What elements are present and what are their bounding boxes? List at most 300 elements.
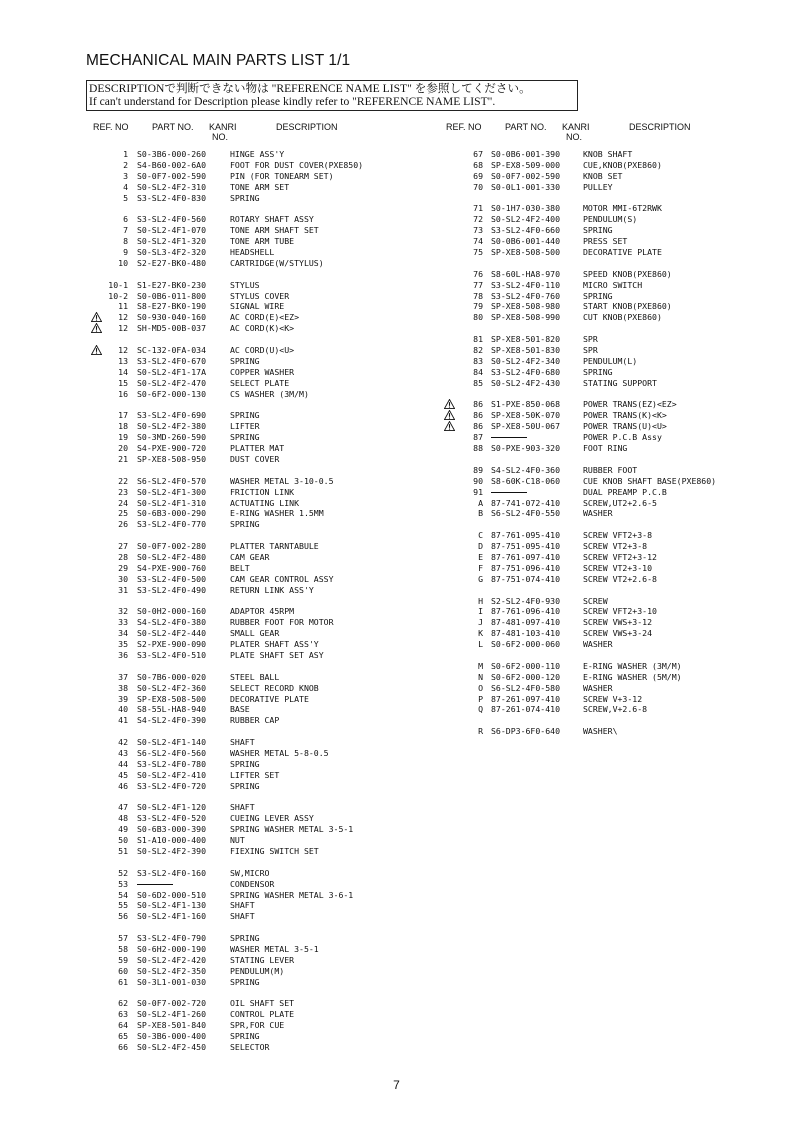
part-row: [0, 661, 793, 672]
header-ref-no-right: REF. NO: [446, 122, 482, 132]
part-no: SP-XE8-50U-067: [491, 421, 561, 432]
part-description: KNOB SET: [583, 170, 623, 181]
ref-no: 63: [118, 1009, 128, 1020]
part-no: S0-SL2-4F2-350: [137, 965, 207, 976]
part-description: PLATTER MAT: [230, 443, 285, 454]
part-no: S3-SL2-4F0-500: [137, 573, 207, 584]
part-description: SPRING: [230, 976, 260, 987]
ref-no: 78: [473, 290, 483, 301]
part-no: S0-0F7-002-590: [491, 170, 561, 181]
ref-no: 31: [118, 584, 128, 595]
ref-no: 29: [118, 562, 128, 573]
part-no: S0-6B3-000-290: [137, 508, 207, 519]
part-description: STATING SUPPORT: [583, 377, 657, 388]
part-no: S6-SL2-4F0-580: [491, 682, 561, 693]
ref-no: 58: [118, 944, 128, 955]
ref-no: 81: [473, 334, 483, 345]
ref-no: 27: [118, 541, 128, 552]
ref-no: 36: [118, 649, 128, 660]
part-description: SPRING: [230, 758, 260, 769]
part-description: DUAL PREAMP P.C.B: [583, 486, 667, 497]
part-no: S4-PXE-900-720: [137, 443, 207, 454]
part-row: [0, 846, 440, 857]
part-no: S2-SL2-4F0-930: [491, 595, 561, 606]
part-description: FRICTION LINK: [230, 486, 295, 497]
part-description: PULLEY: [583, 181, 613, 192]
part-row: [0, 628, 793, 639]
parts-list-right: [0, 149, 793, 737]
part-row: [0, 421, 793, 432]
part-no: S0-6F2-000-060: [491, 639, 561, 650]
notice-line-japanese: DESCRIPTIONで判断できない物は "REFERENCE NAME LIST" を参照してください。: [89, 82, 531, 95]
ref-no: E: [478, 551, 483, 562]
part-no: S0-0B6-011-800: [137, 290, 207, 301]
part-no: S0-SL2-4F1-260: [137, 1009, 207, 1020]
part-description: FIEXING SWITCH SET: [230, 846, 319, 856]
ref-no: P: [478, 693, 483, 704]
part-row: [0, 214, 793, 225]
part-row: [0, 399, 793, 410]
part-no: S0-3MD-260-590: [137, 432, 207, 443]
ref-no: Q: [478, 704, 483, 715]
part-no: S3-SL2-4F0-560: [137, 214, 207, 225]
part-description: TONE ARM SHAFT SET: [230, 225, 319, 236]
ref-no: G: [478, 573, 483, 584]
part-description: MOTOR MMI-6T2RWK: [583, 203, 662, 214]
ref-no: 49: [118, 824, 128, 835]
part-description: SCREW VWS+3-24: [583, 628, 653, 639]
part-description: LIFTER: [230, 421, 260, 432]
part-description: WASHER\: [583, 726, 618, 737]
part-no: S0-1H7-030-380: [491, 203, 561, 214]
part-row: [0, 291, 793, 302]
part-description: STYLUS COVER: [230, 290, 290, 301]
part-no: S3-SL2-4F0-720: [137, 780, 207, 791]
ref-no: 21: [118, 453, 128, 464]
part-description: SCREW: [583, 595, 608, 606]
ref-no: 83: [473, 355, 483, 366]
ref-no: 91: [473, 486, 483, 497]
part-row: [0, 672, 793, 683]
ref-no: D: [478, 541, 483, 552]
part-row: [0, 781, 440, 792]
part-description: SIGNAL WIRE: [230, 301, 285, 312]
part-description: PIN (FOR TONEARM SET): [230, 170, 334, 181]
part-no: S0-SL2-4F2-340: [491, 355, 561, 366]
part-description: DUST COVER: [230, 453, 280, 464]
part-row: [0, 966, 440, 977]
ref-no: 19: [118, 432, 128, 443]
part-description: SPRING WASHER METAL 3-6-1: [230, 889, 354, 900]
part-no: S0-SL2-4F2-410: [137, 769, 207, 780]
part-description: RUBBER FOOT: [583, 464, 638, 475]
header-part-no-left: PART NO.: [152, 122, 194, 132]
part-row: [0, 149, 793, 160]
ref-no: R: [478, 726, 483, 737]
part-row: [0, 182, 793, 193]
part-no: S0-SL2-4F2-470: [137, 377, 207, 388]
part-row: [0, 759, 440, 770]
part-no: S1-A10-000-400: [137, 835, 207, 846]
ref-no: 45: [118, 769, 128, 780]
ref-no: 86: [473, 399, 483, 410]
part-no: S3-SL2-4F0-490: [137, 584, 207, 595]
ref-no: 41: [118, 715, 128, 726]
part-no: SP-XE8-50K-070: [491, 410, 561, 421]
part-no: S0-6F2-000-130: [137, 388, 207, 399]
part-row: [0, 269, 793, 280]
part-description: SCREW,UT2+2.6-5: [583, 497, 657, 508]
part-row: [0, 367, 793, 378]
part-row: [0, 1020, 440, 1031]
ref-no: N: [478, 671, 483, 682]
ref-no: 14: [118, 366, 128, 377]
ref-no: 37: [118, 671, 128, 682]
part-description: BASE: [230, 704, 250, 715]
ref-no: J: [478, 617, 483, 628]
ref-no: 88: [473, 443, 483, 454]
part-row: [0, 596, 793, 607]
part-no-dash: [137, 879, 173, 890]
part-row: [0, 868, 440, 879]
part-description: WASHER: [583, 682, 613, 693]
part-row: [0, 160, 793, 171]
part-no: S0-SL2-4F1-130: [137, 900, 207, 911]
part-no-dash: [491, 432, 527, 443]
part-row: [0, 541, 793, 552]
part-no: S3-SL2-4F0-110: [491, 279, 561, 290]
part-no: S0-SL2-4F2-310: [137, 181, 207, 192]
part-no: S0-SL2-4F2-360: [137, 682, 207, 693]
ref-no: 56: [118, 911, 128, 922]
part-no: S2-E27-BK0-480: [137, 257, 207, 268]
ref-no: 22: [118, 475, 128, 486]
part-description: SPRING: [230, 192, 260, 203]
part-description: SPRING: [583, 225, 613, 236]
ref-no: 44: [118, 758, 128, 769]
part-no-dash: [491, 487, 527, 498]
part-no: S8-60K-C18-060: [491, 475, 561, 486]
part-description: SPRING: [583, 290, 613, 301]
part-description: BELT: [230, 562, 250, 573]
ref-no: 35: [118, 639, 128, 650]
part-row: [0, 933, 440, 944]
part-no: S0-0L1-001-330: [491, 181, 561, 192]
part-no: S0-SL2-4F1-120: [137, 802, 207, 813]
part-no: S4-B60-002-6A0: [137, 159, 207, 170]
part-row: [0, 955, 440, 966]
ref-no: 52: [118, 867, 128, 878]
part-row: [0, 334, 793, 345]
ref-no: 64: [118, 1020, 128, 1031]
ref-no: 20: [118, 443, 128, 454]
part-description: SPR: [583, 334, 598, 345]
ref-no: 69: [473, 170, 483, 181]
ref-no: 11: [118, 301, 128, 312]
part-row: [0, 1009, 440, 1020]
ref-no: 39: [118, 693, 128, 704]
ref-no: 47: [118, 802, 128, 813]
ref-no: 10-1: [108, 279, 128, 290]
part-row: [0, 203, 793, 214]
ref-no: K: [478, 628, 483, 639]
part-no: S3-SL2-4F0-660: [491, 225, 561, 236]
ref-no: 55: [118, 900, 128, 911]
ref-no: 65: [118, 1031, 128, 1042]
part-row: [0, 345, 793, 356]
part-no: SP-XE8-508-980: [491, 301, 561, 312]
part-description: AC CORD(K)<K>: [230, 323, 295, 334]
part-description: SPRING: [583, 366, 613, 377]
part-row: [0, 247, 793, 258]
ref-no: 70: [473, 181, 483, 192]
part-no: 87-481-097-410: [491, 617, 561, 628]
part-description: SPRING: [230, 410, 260, 421]
part-description: LIFTER SET: [230, 769, 280, 780]
part-description: SPRING: [230, 355, 260, 366]
ref-no: 17: [118, 410, 128, 421]
part-description: SW,MICRO: [230, 867, 270, 878]
part-description: CAM GEAR CONTROL ASSY: [230, 573, 334, 584]
part-description: E-RING WASHER 1.5MM: [230, 508, 324, 519]
ref-no: I: [478, 606, 483, 617]
part-description: START KNOB(PXE860): [583, 301, 672, 312]
part-description: CAM GEAR: [230, 551, 270, 562]
part-no: S0-SL2-4F2-480: [137, 551, 207, 562]
part-description: SPEED KNOB(PXE860): [583, 268, 672, 279]
part-no: S0-SL2-4F2-390: [137, 846, 207, 856]
part-no: 87-261-097-410: [491, 693, 561, 704]
part-description: SPRING: [230, 519, 260, 530]
part-no: SP-EX8-509-000: [491, 159, 561, 170]
part-row: [0, 824, 440, 835]
part-description: E-RING WASHER (3M/M): [583, 660, 682, 671]
ref-no: 72: [473, 214, 483, 225]
part-no: 87-751-095-410: [491, 541, 561, 552]
part-description: SPRING: [230, 432, 260, 443]
part-row: [0, 356, 793, 367]
part-row: [0, 574, 793, 585]
part-row: [0, 617, 793, 628]
ref-no: 8: [123, 236, 128, 247]
part-no: S0-0B6-001-390: [491, 149, 561, 159]
part-row: [0, 900, 440, 911]
part-no: 87-751-074-410: [491, 573, 561, 584]
ref-no: O: [478, 682, 483, 693]
part-row: [0, 813, 440, 824]
part-no: S6-DP3-6F0-640: [491, 726, 561, 737]
header-description-left: DESCRIPTION: [276, 122, 338, 132]
ref-no: 15: [118, 377, 128, 388]
part-no: S3-SL2-4F0-160: [137, 867, 207, 878]
part-no: S0-SL2-4F1-160: [137, 911, 207, 922]
part-description: SPR,FOR CUE: [230, 1020, 285, 1031]
ref-no: 79: [473, 301, 483, 312]
part-description: OIL SHAFT SET: [230, 998, 295, 1009]
part-description: POWER TRANS(U)<U>: [583, 421, 667, 432]
part-description: DECORATIVE PLATE: [583, 247, 662, 258]
part-description: COPPER WASHER: [230, 366, 295, 377]
part-no: S0-0B6-001-440: [491, 236, 561, 247]
part-description: SPRING: [230, 1031, 260, 1042]
header-part-no-right: PART NO.: [505, 122, 547, 132]
part-no: S0-SL2-4F2-380: [137, 421, 207, 432]
part-description: WASHER: [583, 508, 613, 519]
part-row: [0, 171, 793, 182]
part-row: [0, 911, 440, 922]
part-row: [0, 606, 793, 617]
part-no: S0-SL2-4F2-450: [137, 1042, 207, 1053]
part-no: S8-E27-BK0-190: [137, 301, 207, 312]
part-no: 87-481-103-410: [491, 628, 561, 639]
ref-no: 75: [473, 247, 483, 258]
part-row: [0, 639, 793, 650]
page-number: 7: [393, 1078, 400, 1092]
part-description: SHAFT: [230, 911, 255, 922]
part-description: CONTROL PLATE: [230, 1009, 295, 1020]
part-no: S0-6B3-000-390: [137, 824, 207, 835]
ref-no: 24: [118, 497, 128, 508]
ref-no: F: [478, 562, 483, 573]
part-no: SC-132-0FA-034: [137, 345, 207, 356]
part-no: S3-SL2-4F0-670: [137, 355, 207, 366]
part-no: S3-SL2-4F0-690: [137, 410, 207, 421]
part-row: [0, 432, 793, 443]
part-no: SP-XE8-508-950: [137, 453, 207, 464]
part-no: S0-SL2-4F2-430: [491, 377, 561, 388]
part-description: DECORATIVE PLATE: [230, 693, 309, 704]
part-description: SCREW VWS+3-12: [583, 617, 653, 628]
part-description: SCREW VT2+3-8: [583, 541, 648, 552]
safety-warning-icon: [444, 399, 455, 409]
part-description: SCREW,V+2.6-8: [583, 704, 648, 715]
ref-no: 5: [123, 192, 128, 203]
part-no: S0-6D2-000-510: [137, 889, 207, 900]
part-no: S8-60L-HA8-970: [491, 268, 561, 279]
header-kanri-no-right: NO.: [566, 132, 583, 142]
part-no: S4-PXE-900-760: [137, 562, 207, 573]
part-description: WASHER: [583, 639, 613, 650]
header-kanri-left: KANRI: [209, 122, 237, 132]
part-description: CARTRIDGE(W/STYLUS): [230, 257, 324, 268]
part-no: S0-SL2-4F1-140: [137, 737, 207, 748]
ref-no: 34: [118, 628, 128, 639]
part-row: [0, 1042, 440, 1053]
ref-no: 86: [473, 421, 483, 432]
part-no: S0-PXE-903-320: [491, 443, 561, 454]
ref-no: 61: [118, 976, 128, 987]
ref-no: 23: [118, 486, 128, 497]
page-title: MECHANICAL MAIN PARTS LIST 1/1: [86, 52, 351, 69]
ref-no: 51: [118, 846, 128, 856]
ref-no: 90: [473, 475, 483, 486]
ref-no: 62: [118, 998, 128, 1009]
part-no: S0-3B6-000-400: [137, 1031, 207, 1042]
part-description: RUBBER FOOT FOR MOTOR: [230, 617, 334, 628]
part-row: [0, 737, 440, 748]
part-description: WASHER METAL 3-10-0.5: [230, 475, 334, 486]
part-no: S0-3B6-000-260: [137, 149, 207, 159]
part-description: CUE,KNOB(PXE860): [583, 159, 662, 170]
part-no: S3-SL2-4F0-760: [491, 290, 561, 301]
part-no: S3-SL2-4F0-680: [491, 366, 561, 377]
part-no: S0-0H2-000-160: [137, 606, 207, 617]
safety-warning-icon: [444, 421, 455, 431]
part-no: S6-SL2-4F0-570: [137, 475, 207, 486]
ref-no: 7: [123, 225, 128, 236]
part-description: CUE KNOB SHAFT BASE(PXE860): [583, 475, 717, 486]
part-description: SPR: [583, 345, 598, 356]
ref-no: 3: [123, 170, 128, 181]
part-no: S0-SL2-4F1-300: [137, 486, 207, 497]
part-description: STATING LEVER: [230, 954, 295, 965]
part-description: ROTARY SHAFT ASSY: [230, 214, 314, 225]
part-no: S6-SL2-4F0-560: [137, 747, 207, 758]
part-no: 87-761-095-410: [491, 530, 561, 541]
part-no: SP-XE8-508-990: [491, 312, 561, 323]
ref-no: 2: [123, 159, 128, 170]
part-no: 87-761-097-410: [491, 551, 561, 562]
part-description: SMALL GEAR: [230, 628, 280, 639]
part-no: S2-PXE-900-090: [137, 639, 207, 650]
part-description: STYLUS: [230, 279, 260, 290]
part-row: [0, 726, 793, 737]
part-description: KNOB SHAFT: [583, 149, 633, 159]
ref-no: 80: [473, 312, 483, 323]
part-row: [0, 835, 440, 846]
part-no: S8-55L-HA8-940: [137, 704, 207, 715]
part-row: [0, 530, 793, 541]
part-no: S0-0F7-002-720: [137, 998, 207, 1009]
part-description: CUEING LEVER ASSY: [230, 813, 314, 824]
part-no: S0-SL2-4F2-420: [137, 954, 207, 965]
ref-no: 33: [118, 617, 128, 628]
ref-no: 87: [473, 432, 483, 443]
part-no: S3-SL2-4F0-770: [137, 519, 207, 530]
part-description: HINGE ASS'Y: [230, 149, 285, 159]
part-no: S3-SL2-4F0-790: [137, 933, 207, 944]
part-description: POWER TRANS(EZ)<EZ>: [583, 399, 677, 410]
part-no: S6-SL2-4F0-550: [491, 508, 561, 519]
part-no: S0-SL2-4F2-440: [137, 628, 207, 639]
ref-no: 38: [118, 682, 128, 693]
ref-no: 40: [118, 704, 128, 715]
part-row: [0, 802, 440, 813]
ref-no: 30: [118, 573, 128, 584]
ref-no: 76: [473, 268, 483, 279]
ref-no: 46: [118, 780, 128, 791]
ref-no: 86: [473, 410, 483, 421]
ref-no: 32: [118, 606, 128, 617]
ref-no: 68: [473, 159, 483, 170]
ref-no: 13: [118, 355, 128, 366]
ref-no: 53: [118, 878, 128, 889]
part-no: S0-3L1-001-030: [137, 976, 207, 987]
part-row: [0, 770, 440, 781]
part-no: S0-930-040-160: [137, 312, 207, 323]
part-description: PENDULUM(L): [583, 355, 638, 366]
part-description: STEEL BALL: [230, 671, 280, 682]
part-description: RUBBER CAP: [230, 715, 280, 726]
ref-no: B: [478, 508, 483, 519]
ref-no: 1: [123, 149, 128, 159]
part-no: S0-6H2-000-190: [137, 944, 207, 955]
ref-no: 18: [118, 421, 128, 432]
ref-no: 84: [473, 366, 483, 377]
part-row: [0, 443, 793, 454]
part-no: S0-SL3-4F2-320: [137, 247, 207, 258]
ref-no: 89: [473, 464, 483, 475]
